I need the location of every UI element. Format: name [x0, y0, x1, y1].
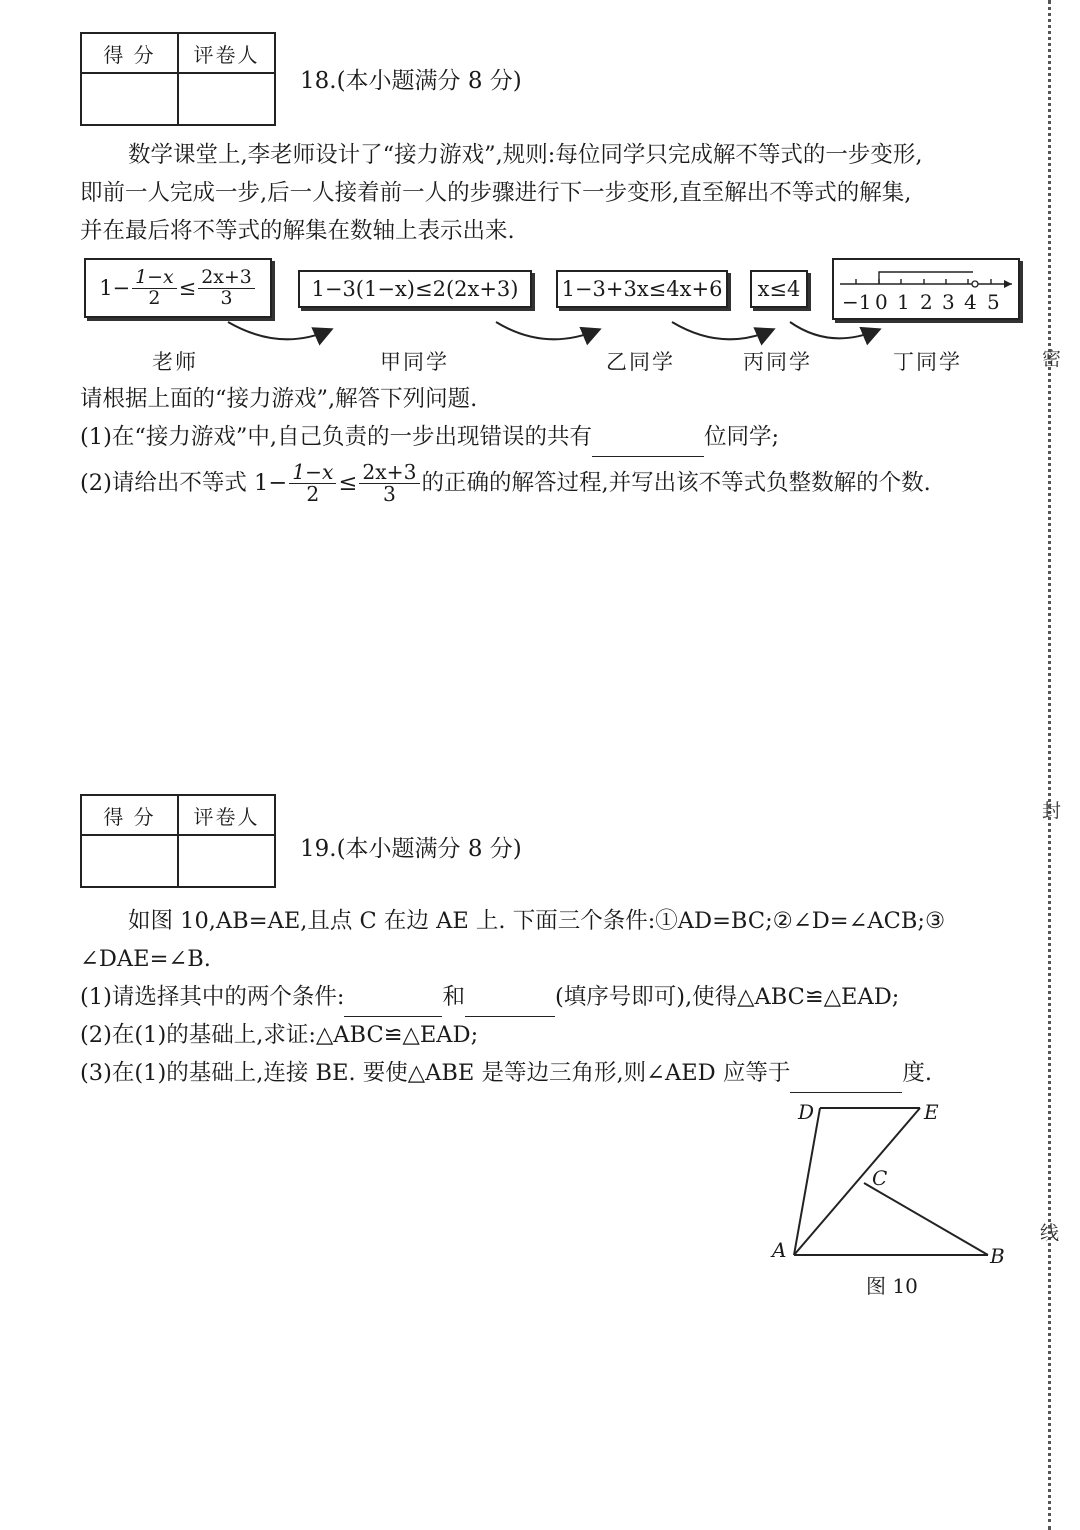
q18-sub2-frac-2-num: 2x+3: [359, 462, 419, 484]
q18-sub2-frac-1-den: 2: [306, 482, 320, 507]
point-label-D: D: [798, 1100, 815, 1124]
tick-label: 2: [920, 290, 933, 314]
yi-step-box: 1−3+3x≤4x+6: [556, 270, 728, 308]
q19-sub1-blank-2[interactable]: [465, 978, 555, 1017]
segment-DA: [794, 1108, 820, 1255]
role-jia: 甲同学: [380, 350, 449, 374]
q18-sub2-text-b: 的正确的解答过程,并写出该不等式负整数解的个数.: [421, 469, 931, 496]
q18-title: 18.(本小题满分 8 分): [300, 68, 522, 94]
bing-step-box: x≤4: [750, 270, 808, 308]
q18-sub2-op: ≤: [338, 469, 358, 496]
number-line-arrow: [1004, 280, 1012, 288]
teacher-op: ≤: [178, 276, 197, 300]
q19-sub1-text-a: (1)请选择其中的两个条件:: [80, 984, 345, 1010]
q18-sub2-frac-1: [289, 462, 336, 506]
tick-label: 0: [875, 290, 888, 314]
role-bing: 丙同学: [743, 350, 812, 374]
q19-sub2: (2)在(1)的基础上,求证:△ABC≌△EAD;: [80, 1022, 479, 1048]
role-yi: 乙同学: [606, 350, 675, 374]
q19-sub1: [80, 978, 899, 1017]
q19-sub3: [80, 1054, 932, 1093]
q19-sub3-text-a: (3)在(1)的基础上,连接 BE. 要使△ABE 是等边三角形,则∠AED 应等于: [80, 1060, 791, 1086]
q19-sub1-text-c: (填序号即可),使得△ABC≌△EAD;: [554, 984, 900, 1010]
teacher-lead: 1−: [99, 276, 131, 300]
grader-cell[interactable]: [178, 835, 275, 887]
q18-sub1-text-b: 位同学;: [704, 424, 780, 450]
score-cell[interactable]: [81, 835, 178, 887]
q18-sub2-text-a: (2)请给出不等式 1−: [80, 469, 288, 496]
solution-bracket: [879, 272, 973, 284]
hollow-point: [972, 281, 978, 287]
seal-line: [1048, 0, 1051, 1530]
q19-title: 19.(本小题满分 8 分): [300, 836, 522, 862]
q18-para-line-1: 数学课堂上,李老师设计了“接力游戏”,规则:每位同学只完成解不等式的一步变形,: [128, 142, 923, 168]
q18-prompt: 请根据上面的“接力游戏”,解答下列问题.: [80, 386, 478, 412]
q19-line-1: 如图 10,AB=AE,且点 C 在边 AE 上. 下面三个条件:①AD=BC;②∠D=∠ACB;③: [128, 908, 946, 934]
q19-sub3-text-b: 度.: [902, 1060, 933, 1086]
figure-caption: 图 10: [866, 1274, 918, 1298]
seal-mark-mi: 密: [1042, 348, 1062, 370]
score-table-19: [80, 794, 276, 888]
score-header: 得 分: [81, 33, 178, 73]
teacher-frac-1-den: 2: [148, 286, 161, 309]
tick-label: −1: [842, 290, 872, 314]
jia-step-box: 1−3(1−x)≤2(2x+3): [298, 270, 532, 308]
point-label-E: E: [924, 1100, 939, 1124]
q19-sub1-text-b: 和: [442, 984, 465, 1010]
q18-sub1: [80, 418, 779, 457]
q18-para-line-2: 即前一人完成一步,后一人接着前一人的步骤进行下一步变形,直至解出不等式的解集,: [80, 180, 912, 206]
segment-AE: [794, 1108, 920, 1255]
tick-label: 3: [942, 290, 955, 314]
tick-label: 5: [987, 290, 1000, 314]
grader-cell[interactable]: [178, 73, 275, 125]
score-cell[interactable]: [81, 73, 178, 125]
seal-mark-feng: 封: [1042, 800, 1062, 822]
arrow-bing-to-ding: [790, 322, 878, 338]
q19-line-2: ∠DAE=∠B.: [80, 946, 211, 972]
point-label-A: A: [772, 1238, 787, 1262]
q18-sub1-answer-blank[interactable]: [592, 418, 704, 457]
q19-sub3-blank[interactable]: [790, 1054, 902, 1093]
arrow-yi-to-bing: [672, 322, 772, 339]
q18-sub2-frac-2-den: 3: [382, 482, 396, 507]
tick-label: 4: [964, 290, 977, 314]
teacher-frac-2-den: 3: [220, 286, 233, 309]
tick-label: 1: [897, 290, 910, 314]
point-label-B: B: [990, 1244, 1005, 1268]
arrow-jia-to-yi: [496, 322, 598, 339]
teacher-frac-1-num: 1−x: [135, 265, 174, 288]
segment-CB: [864, 1183, 988, 1255]
q18-para-line-3: 并在最后将不等式的解集在数轴上表示出来.: [80, 218, 515, 244]
point-label-C: C: [872, 1166, 888, 1190]
grader-header: 评卷人: [178, 795, 275, 835]
arrow-teacher-to-jia: [228, 322, 330, 339]
teacher-frac-2-num: 2x+3: [198, 268, 255, 289]
grader-header: 评卷人: [178, 33, 275, 73]
role-ding: 丁同学: [893, 350, 962, 374]
seal-mark-xian: 线: [1040, 1222, 1060, 1244]
q18-sub1-text-a: (1)在“接力游戏”中,自己负责的一步出现错误的共有: [80, 424, 593, 450]
role-teacher: 老师: [152, 350, 198, 374]
q19-sub1-blank-1[interactable]: [344, 978, 442, 1017]
q18-sub2-frac-1-num: 1−x: [292, 460, 334, 484]
score-table-18: [80, 32, 276, 126]
score-header: 得 分: [81, 795, 178, 835]
q18-sub2-frac-2: [359, 462, 419, 506]
q18-sub2: [80, 462, 931, 506]
